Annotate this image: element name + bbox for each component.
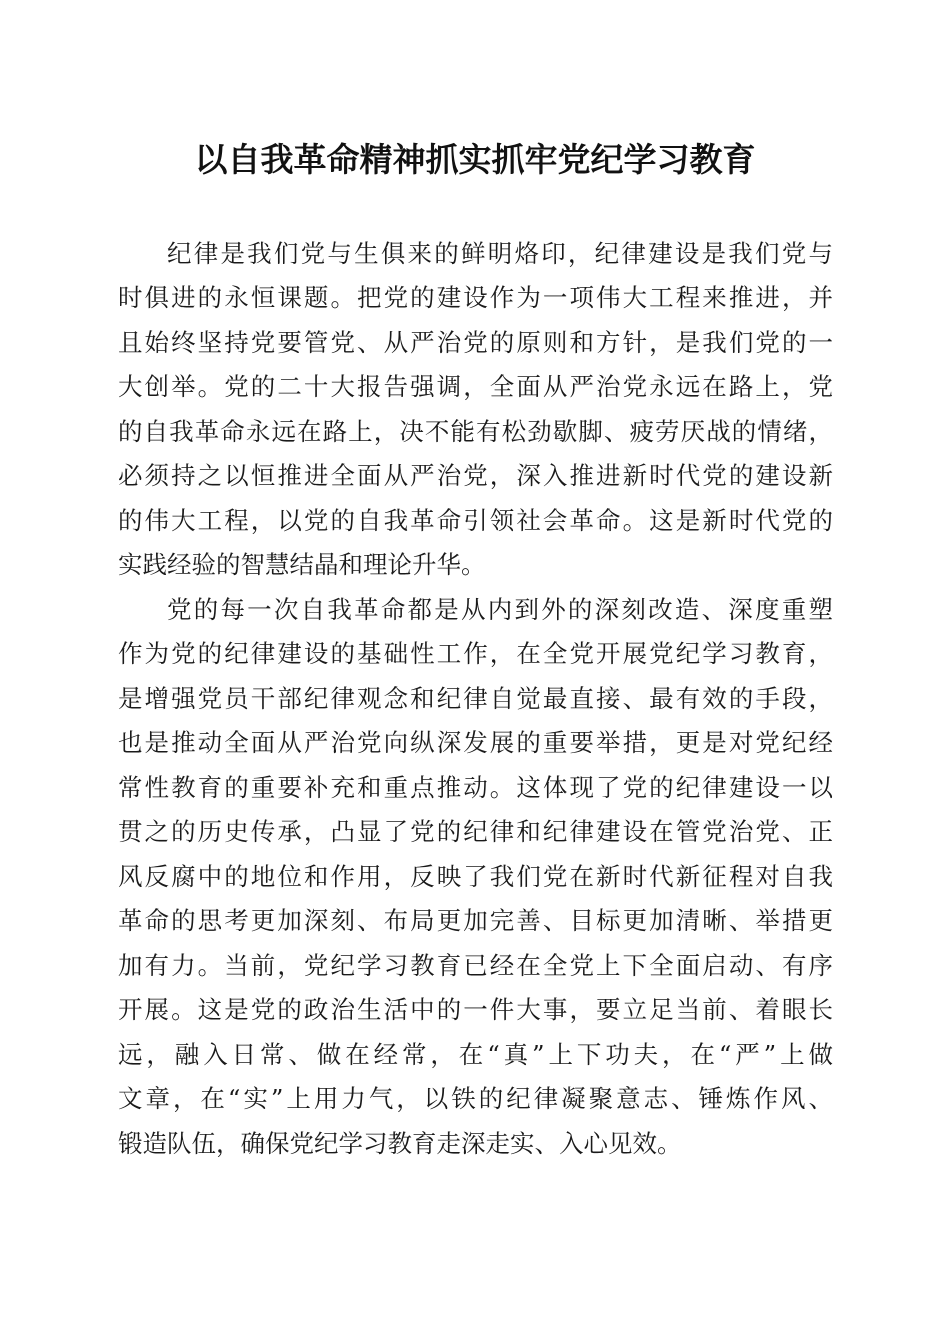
paragraph-2-line: 党的每一次自我革命都是从内到外的深刻改造、深度重塑 bbox=[167, 595, 833, 624]
paragraph-2-line: 也是推动全面从严治党向纵深发展的重要举措，更是对党纪经 bbox=[118, 728, 833, 757]
paragraph-2-line: 开展。这是党的政治生活中的一件大事，要立足当前、着眼长 bbox=[118, 995, 833, 1024]
paragraph-1-line: 且始终坚持党要管党、从严治党的原则和方针，是我们党的一 bbox=[118, 328, 833, 357]
paragraph-2-line: 远，融入日常、做在经常，在“真”上下功夫，在“严”上做 bbox=[118, 1040, 833, 1069]
paragraph-1-line: 时俱进的永恒课题。把党的建设作为一项伟大工程来推进，并 bbox=[118, 283, 833, 312]
paragraph-1-line: 必须持之以恒推进全面从严治党，深入推进新时代党的建设新 bbox=[118, 461, 833, 490]
paragraph-2-line: 作为党的纪律建设的基础性工作，在全党开展党纪学习教育， bbox=[118, 639, 833, 668]
paragraph-2-line: 贯之的历史传承，凸显了党的纪律和纪律建设在管党治党、正 bbox=[118, 817, 833, 846]
paragraph-2-line: 风反腐中的地位和作用，反映了我们党在新时代新征程对自我 bbox=[118, 862, 833, 891]
paragraph-1-line: 的伟大工程，以党的自我革命引领社会革命。这是新时代党的 bbox=[118, 506, 833, 535]
paragraph-1-line: 实践经验的智慧结晶和理论升华。 bbox=[118, 550, 486, 579]
paragraph-1-line: 大创举。党的二十大报告强调，全面从严治党永远在路上，党 bbox=[118, 372, 833, 401]
paragraph-2-line: 常性教育的重要补充和重点推动。这体现了党的纪律建设一以 bbox=[118, 773, 833, 802]
document-title: 以自我革命精神抓实抓牢党纪学习教育 bbox=[194, 140, 756, 179]
paragraph-2-line: 革命的思考更加深刻、布局更加完善、目标更加清晰、举措更 bbox=[118, 906, 833, 935]
paragraph-2-line: 加有力。当前，党纪学习教育已经在全党上下全面启动、有序 bbox=[118, 951, 833, 980]
paragraph-2-line: 文章，在“实”上用力气，以铁的纪律凝聚意志、锤炼作风、 bbox=[118, 1084, 833, 1113]
paragraph-2-line: 是增强党员干部纪律观念和纪律自觉最直接、最有效的手段， bbox=[118, 684, 833, 713]
paragraph-1-line: 的自我革命永远在路上，决不能有松劲歇脚、疲劳厌战的情绪， bbox=[118, 417, 833, 446]
paragraph-2-line: 锻造队伍，确保党纪学习教育走深走实、入心见效。 bbox=[118, 1129, 682, 1158]
paragraph-1-line: 纪律是我们党与生俱来的鲜明烙印，纪律建设是我们党与 bbox=[167, 239, 833, 268]
